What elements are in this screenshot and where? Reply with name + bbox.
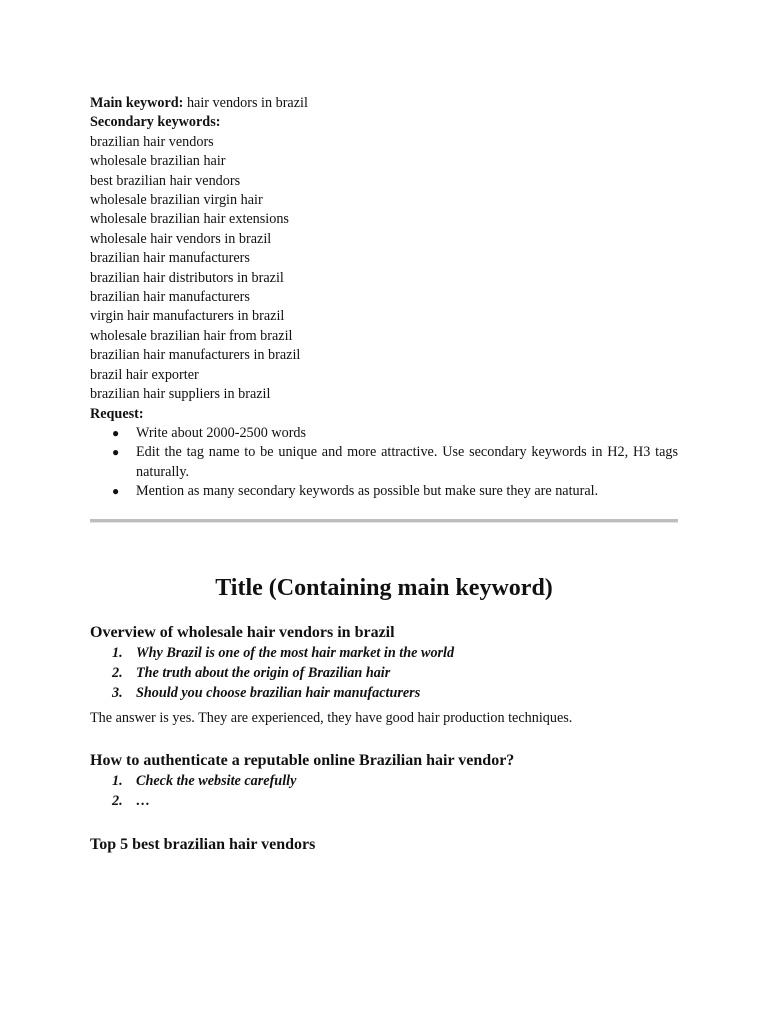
- secondary-keyword: virgin hair manufacturers in brazil: [90, 308, 285, 325]
- secondary-keyword: wholesale brazilian hair extensions: [90, 211, 289, 228]
- secondary-keyword: best brazilian hair vendors: [90, 172, 241, 189]
- secondary-keyword: wholesale hair vendors in brazil: [90, 230, 272, 247]
- request-item-text: Mention as many secondary keywords as possible but make sure they are natural.: [136, 483, 599, 500]
- page-title: Title (Containing main keyword): [215, 574, 553, 601]
- keyword-brief: [90, 94, 678, 424]
- request-item: [90, 482, 678, 501]
- list-item-text: Why Brazil is one of the most hair market in the world: [136, 644, 455, 661]
- main-keyword-line: [90, 94, 678, 113]
- secondary-keyword: brazilian hair manufacturers: [90, 289, 250, 306]
- list-item-text: …: [136, 792, 151, 809]
- secondary-keyword: wholesale brazilian virgin hair: [90, 192, 263, 209]
- request-list: [90, 424, 678, 502]
- secondary-keyword: brazilian hair vendors: [90, 133, 214, 150]
- list-number: 1.: [112, 772, 123, 789]
- authenticate-heading: How to authenticate a reputable online Brazilian hair vendor?: [90, 751, 515, 769]
- list-item-text: Should you choose brazilian hair manufacturers: [136, 684, 421, 701]
- request-item-text: Edit the tag name to be unique and more attractive. Use secondary keywords in H2, H3 tags naturally.: [136, 444, 678, 480]
- top5-heading: Top 5 best brazilian hair vendors: [90, 835, 316, 853]
- list-item-text: The truth about the origin of Brazilian hair: [136, 664, 391, 681]
- document-page: [90, 94, 678, 855]
- secondary-keyword: wholesale brazilian hair from brazil: [90, 327, 293, 344]
- secondary-keyword: brazil hair exporter: [90, 366, 199, 383]
- secondary-keyword: brazilian hair manufacturers in brazil: [90, 347, 301, 364]
- list-item: [90, 663, 678, 683]
- list-item: [90, 643, 678, 663]
- list-item: [90, 791, 678, 811]
- list-number: 1.: [112, 644, 123, 661]
- answer-paragraph: The answer is yes. They are experienced, they have good hair production techniques.: [90, 709, 573, 726]
- main-keyword-label: Main keyword:: [90, 95, 184, 111]
- secondary-keyword: brazilian hair distributors in brazil: [90, 269, 284, 286]
- list-number: 2.: [112, 792, 123, 809]
- request-item: [90, 424, 678, 443]
- horizontal-divider: [90, 519, 678, 523]
- secondary-keyword: wholesale brazilian hair: [90, 153, 226, 170]
- overview-heading: Overview of wholesale hair vendors in brazil: [90, 623, 395, 641]
- list-item: [90, 683, 678, 703]
- secondary-keyword: brazilian hair suppliers in brazil: [90, 386, 271, 403]
- bullet-icon: ●: [112, 425, 120, 440]
- authenticate-list: [90, 771, 678, 811]
- main-keyword-value: hair vendors in brazil: [183, 95, 308, 111]
- bullet-icon: ●: [112, 445, 120, 460]
- request-label: Request:: [90, 405, 144, 422]
- list-number: 2.: [112, 664, 123, 681]
- list-item-text: Check the website carefully: [136, 772, 297, 789]
- secondary-keyword: brazilian hair manufacturers: [90, 250, 250, 267]
- overview-list: [90, 643, 678, 703]
- request-item: [90, 443, 678, 482]
- secondary-keywords-label: Secondary keywords:: [90, 114, 221, 131]
- bullet-icon: ●: [112, 484, 120, 499]
- list-item: [90, 771, 678, 791]
- list-number: 3.: [112, 684, 123, 701]
- request-item-text: Write about 2000-2500 words: [136, 424, 307, 441]
